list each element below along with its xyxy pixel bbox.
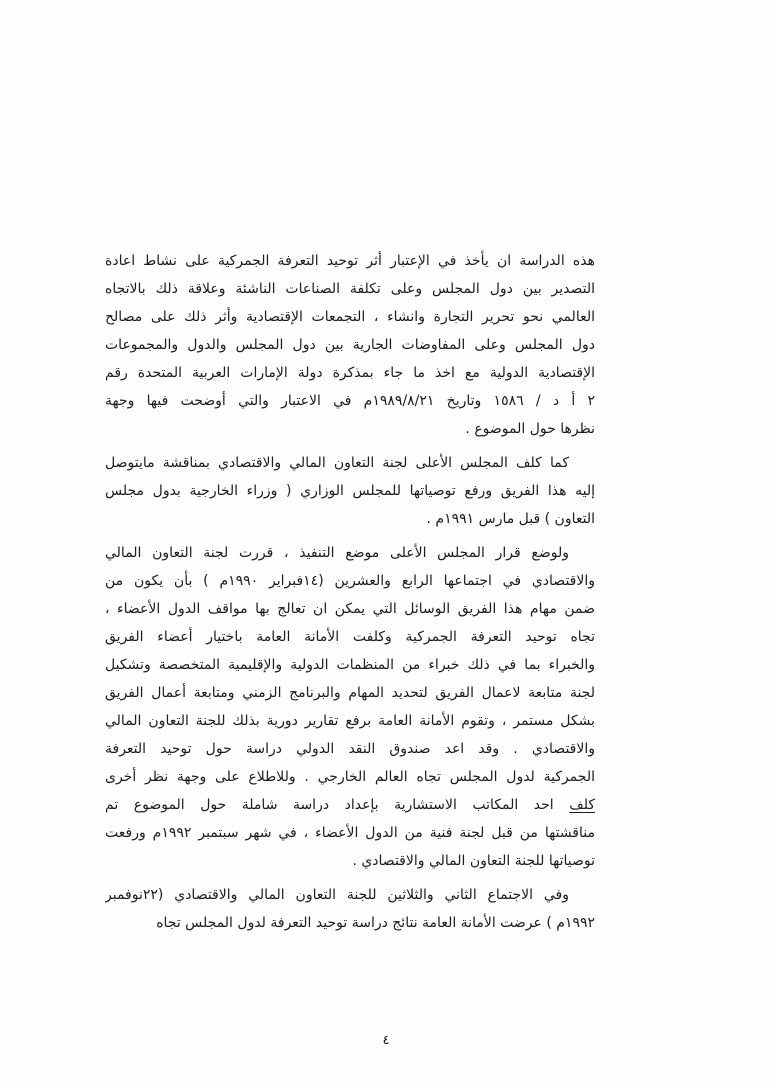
page-number: ٤ bbox=[382, 1033, 390, 1048]
text-line: هذه الدراسة ان يأخذ في الإعتبار أثر توحيد التعرفة الجمركية على نشاط اعادة bbox=[105, 253, 595, 269]
text-line: كما كلف المجلس الأعلى لجنة التعاون المالي والاقتصادي بمناقشة مايتوصل bbox=[105, 455, 569, 471]
text-line: دول المجلس وعلى المفاوضات الجارية بين دول المجلس والدول والمجموعات bbox=[105, 337, 595, 353]
paragraph bbox=[105, 449, 595, 533]
text-line: والاقتصادي . وقد اعد صندوق النقد الدولي دراسة حول توحيد التعرفة bbox=[105, 741, 595, 757]
text-line: لجنة متابعة لاعمال الفريق لتحديد المهام والبرنامج الزمني ومتابعة أعمال الفريق bbox=[105, 685, 595, 701]
text-line: ٢ أ د / ١٥٨٦ وتاريخ ١٩٨٩/٨/٢١م في الاعتبار والتي أوضحت فيها وجهة bbox=[105, 393, 595, 409]
text-line: الجمركية لدول المجلس تجاه العالم الخارجي . وللاطلاع على وجهة نظر أخرى bbox=[105, 769, 595, 785]
paragraph bbox=[105, 881, 595, 937]
text-line: ١٩٩٢م ) عرضت الأمانة العامة نتائج دراسة توحيد التعرفة لدول المجلس تجاه bbox=[156, 915, 595, 931]
text-line: التصدير بين دول المجلس وعلى تكلفة الصناعات الناشئة وعلاقة ذلك بالاتجاه bbox=[105, 281, 595, 297]
text-line: كلف احد المكاتب الاستشارية بإعداد دراسة شاملة حول الموضوع تم bbox=[105, 797, 595, 813]
text-line: التعاون ) قبل مارس ١٩٩١م . bbox=[426, 511, 595, 527]
text-line: إليه هذا الفريق ورفع توصياتها للمجلس الوزاري ( وزراء الخارجية بدول مجلس bbox=[105, 483, 595, 499]
text-line: تجاه توحيد التعرفة الجمركية وكلفت الأمانة العامة باختيار أعضاء الفريق bbox=[105, 629, 595, 645]
text-line: الإقتصادية الدولية مع اخذ ما جاء بمذكرة دولة الإمارات العربية المتحدة رقم bbox=[105, 365, 595, 381]
text-line: ولوضع قرار المجلس الأعلى موضع التنفيذ ، قررت لجنة التعاون المالي bbox=[105, 545, 569, 561]
text-line: نظرها حول الموضوع . bbox=[465, 421, 595, 437]
text-line: والاقتصادي في اجتماعها الرابع والعشرين (١٤فبراير ١٩٩٠م ) بأن يكون من bbox=[105, 573, 595, 589]
paragraph bbox=[105, 247, 595, 443]
text-block bbox=[105, 247, 595, 943]
paragraph bbox=[105, 539, 595, 875]
text-line: توصياتها للجنة التعاون المالي والاقتصادي . bbox=[352, 853, 595, 869]
text-line: وفي الاجتماع الثاني والثلاثين للجنة التعاون المالي والاقتصادي (٢٢نوفمبر bbox=[105, 887, 569, 903]
text-line: بشكل مستمر ، وتقوم الأمانة العامة برفع تقارير دورية بذلك للجنة التعاون المالي bbox=[105, 713, 595, 729]
text-line: العالمي نحو تحرير التجارة وانشاء ، التجمعات الإقتصادية وأثر ذلك على مصالح bbox=[105, 309, 595, 325]
text-line: والخبراء بما في ذلك خبراء من المنظمات الدولية والإقليمية المتخصصة وتشكيل bbox=[105, 657, 595, 673]
underlined-word: كلف bbox=[569, 797, 595, 813]
text-line: مناقشتها من قبل لجنة فنية من الدول الأعضاء ، في شهر سبتمبر ١٩٩٢م ورفعت bbox=[105, 825, 595, 841]
text-line: ضمن مهام هذا الفريق الوسائل التي يمكن ان تعالج بها مواقف الدول الأعضاء ، bbox=[105, 601, 595, 617]
